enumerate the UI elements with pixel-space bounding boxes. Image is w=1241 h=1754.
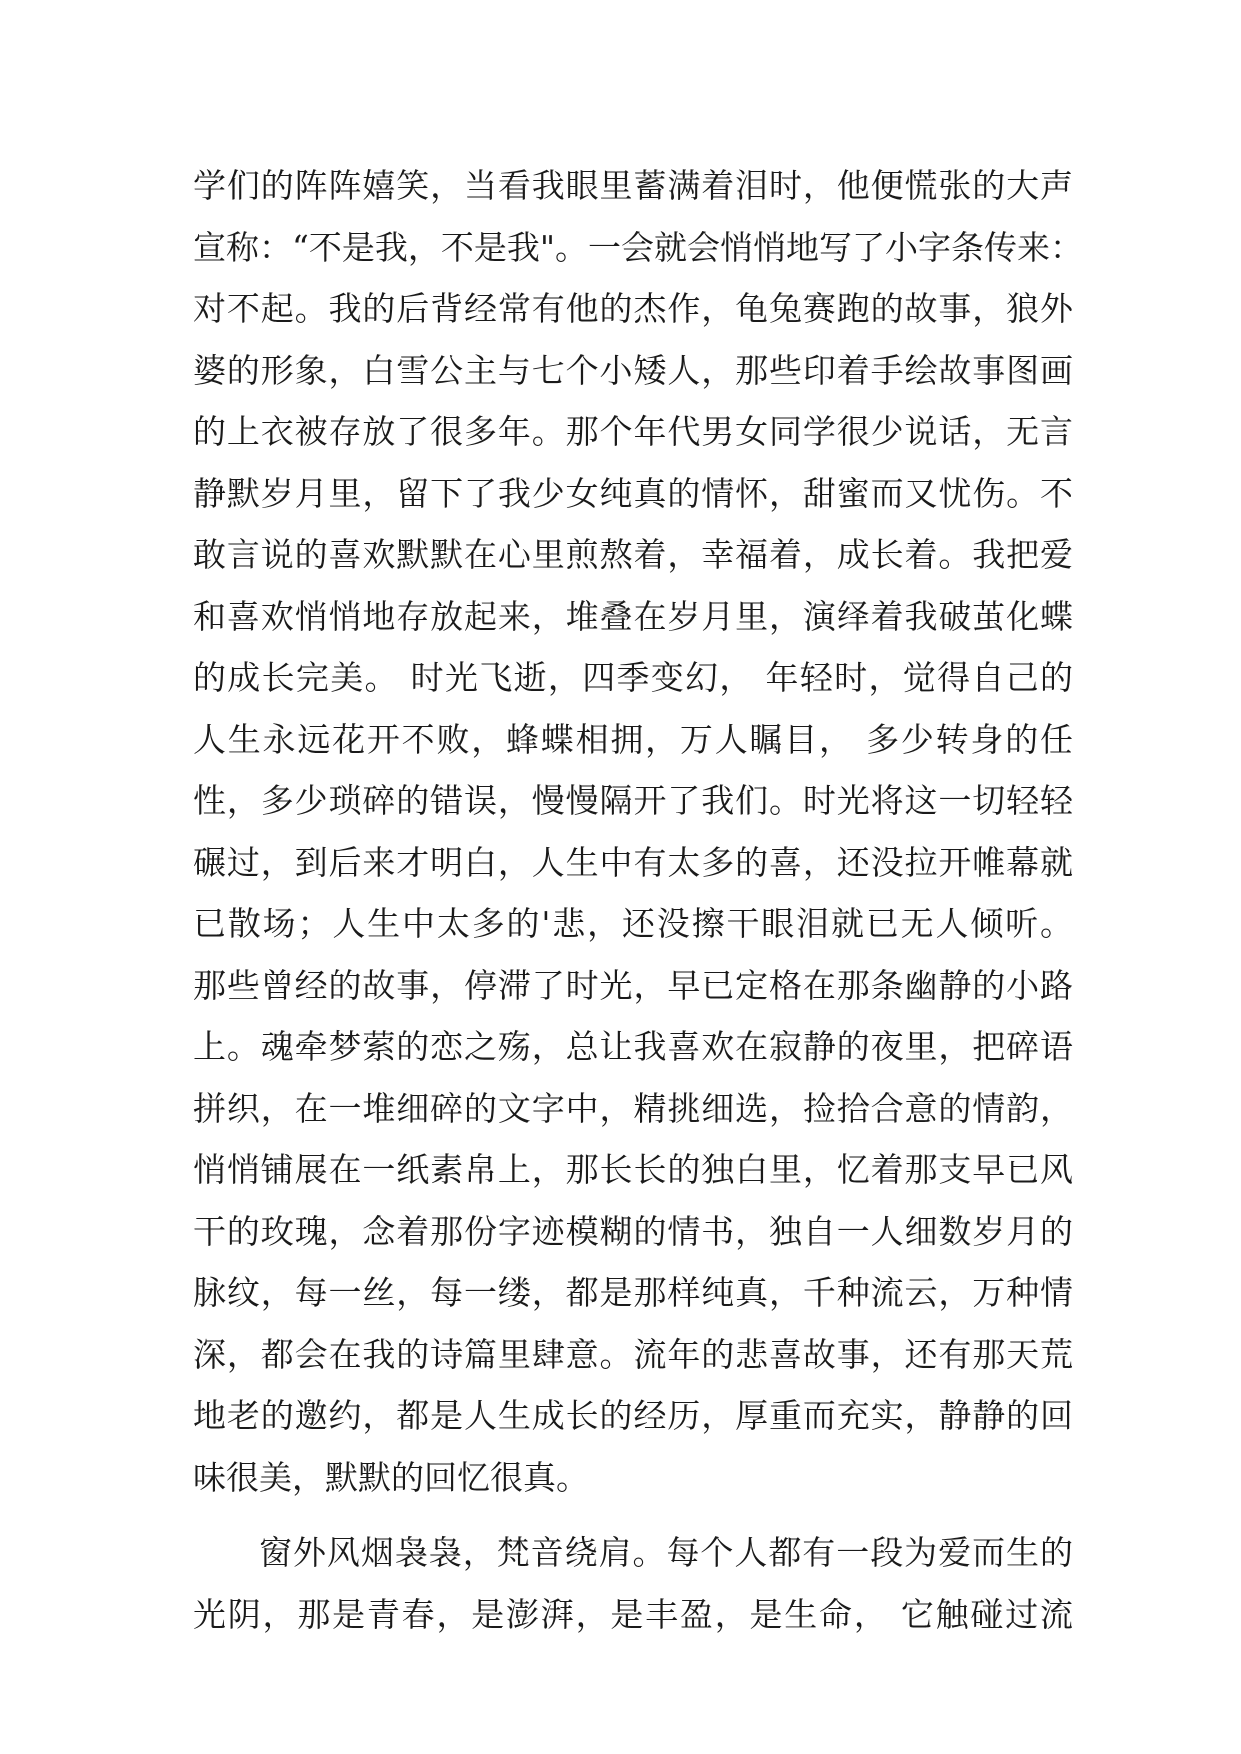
text-line: 味很美，默默的回忆很真。 — [193, 1457, 589, 1497]
text-line: 脉纹，每一丝，每一缕，都是那样纯真，千种流云，万种情 — [193, 1273, 1073, 1312]
paragraph-2 — [193, 1522, 1073, 1645]
text-line: 深，都会在我的诗篇里肆意。流年的悲喜故事，还有那天荒 — [193, 1334, 1073, 1374]
text-line: 上。魂牵梦萦的恋之殇，总让我喜欢在寂静的夜里，把碎语 — [193, 1027, 1073, 1066]
text-line: 和喜欢悄悄地存放起来，堆叠在岁月里，演绎着我破茧化蝶 — [193, 596, 1073, 636]
body-text — [193, 155, 1084, 1645]
text-line: 地老的邀约，都是人生成长的经历，厚重而充实，静静的回 — [193, 1396, 1073, 1435]
paragraph-gap — [193, 1508, 1073, 1522]
text-line: 婆的形象，白雪公主与七个小矮人，那些印着手绘故事图画 — [193, 350, 1073, 390]
text-line: 碾过，到后来才明白，人生中有太多的喜，还没拉开帷幕就 — [193, 842, 1073, 882]
text-line: 窗外风烟袅袅，梵音绕肩。每个人都有一段为爱而生的 — [259, 1533, 1073, 1572]
text-line: 的成长完美。 时光飞逝，四季变幻， 年轻时，觉得自己的 — [193, 658, 1073, 697]
text-line: 性，多少琐碎的错误，慢慢隔开了我们。时光将这一切轻轻 — [193, 781, 1073, 820]
text-line: 的上衣被存放了很多年。那个年代男女同学很少说话，无言 — [193, 412, 1073, 451]
text-line: 干的玫瑰，念着那份字迹模糊的情书，独自一人细数岁月的 — [193, 1211, 1073, 1251]
text-line: 学们的阵阵嬉笑，当看我眼里蓄满着泪时，他便慌张的大声 — [193, 166, 1073, 205]
text-line: 对不起。我的后背经常有他的杰作，龟兔赛跑的故事，狼外 — [193, 289, 1073, 328]
text-line: 已散场；人生中太多的'悲，还没擦干眼泪就已无人倾听。 — [193, 904, 1073, 943]
text-line: 静默岁月里，留下了我少女纯真的情怀，甜蜜而又忧伤。不 — [193, 473, 1073, 513]
text-line: 宣称：“不是我，不是我"。一会就会悄悄地写了小字条传来： — [193, 227, 1084, 267]
text-line: 敢言说的喜欢默默在心里煎熬着，幸福着，成长着。我把爱 — [193, 535, 1073, 574]
text-line: 那些曾经的故事，停滞了时光，早已定格在那条幽静的小路 — [193, 965, 1073, 1005]
text-line: 拼织，在一堆细碎的文字中，精挑细选，捡拾合意的情韵， — [193, 1088, 1073, 1128]
text-line: 人生永远花开不败，蜂蝶相拥，万人瞩目， 多少转身的任 — [193, 719, 1073, 759]
text-line: 悄悄铺展在一纸素帛上，那长长的独白里，忆着那支早已风 — [193, 1150, 1073, 1189]
text-line: 光阴，那是青春，是澎湃，是丰盈，是生命， 它触碰过流 — [193, 1594, 1073, 1634]
paragraph-1 — [193, 155, 1084, 1508]
